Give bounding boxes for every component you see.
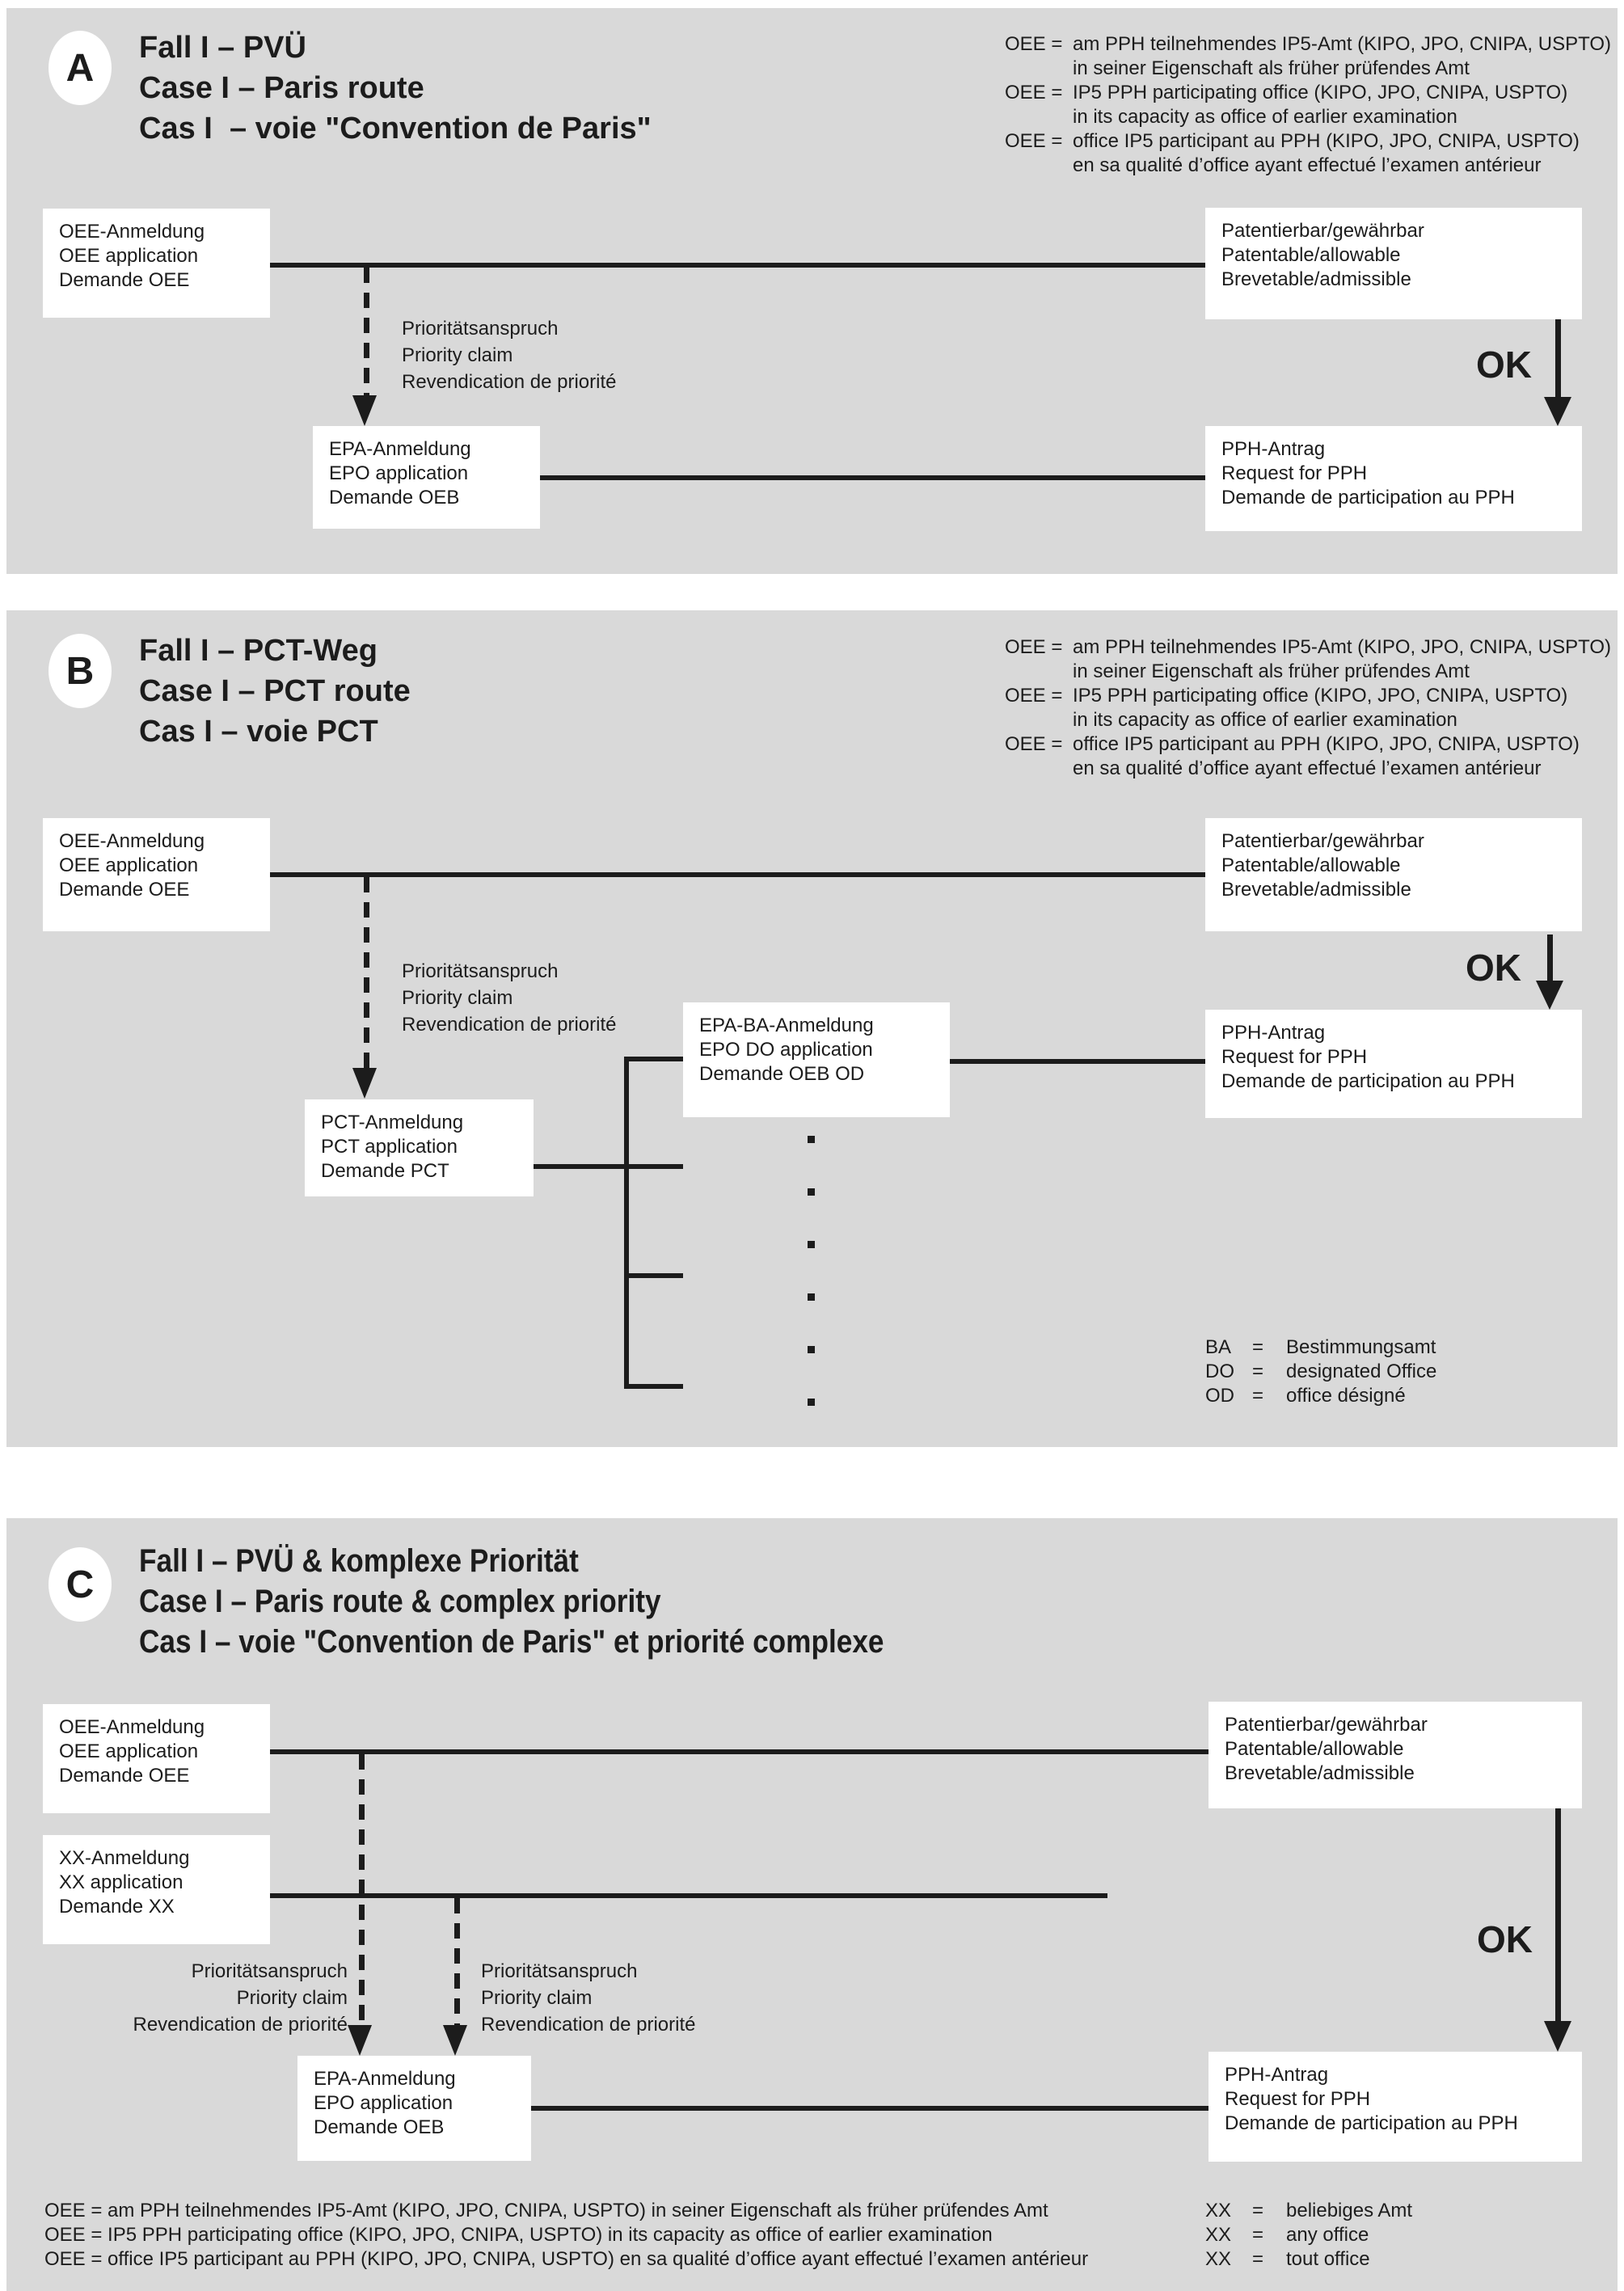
legend-cell	[1005, 660, 1073, 684]
bracket-branch-top-b	[624, 1057, 683, 1061]
arrowhead-down-icon	[1544, 2021, 1571, 2052]
epo-do-to-pph-line-b	[950, 1059, 1205, 1064]
ellipsis-dot	[808, 1346, 815, 1353]
text-line: Demande de participation au PPH	[1221, 487, 1515, 508]
text-line: Demande OEE	[59, 1765, 190, 1787]
legend-row	[1005, 105, 1611, 129]
priority-claim-label-c-left	[44, 1958, 348, 2038]
case-c-title	[139, 1541, 884, 1662]
xx-definition-legend-c	[1205, 2199, 1412, 2272]
legend-cell	[1005, 57, 1073, 81]
priority-claim-label-a	[402, 315, 617, 395]
legend-cell: beliebiges Amt	[1286, 2200, 1413, 2221]
case-b-title	[139, 631, 411, 752]
case-b-badge: B	[49, 634, 112, 708]
oee-definition-legend-b	[1005, 635, 1611, 781]
priority-claim-arrow-b	[364, 877, 369, 1068]
priority-claim-arrow-c1	[359, 1754, 365, 2025]
text-line: Revendication de priorité	[402, 371, 617, 393]
text-line: Fall I – PCT-Weg	[139, 634, 378, 668]
legend-cell	[1005, 105, 1073, 129]
epo-to-pph-line-c	[531, 2106, 1209, 2111]
text-line: Case I – Paris route	[139, 71, 424, 105]
text-line: Request for PPH	[1221, 462, 1368, 484]
ok-label-c: OK	[1477, 1918, 1533, 1960]
text-line: OEE = IP5 PPH participating office (KIPO, JPO, CNIPA, USPTO) in its capacity as office of earlier examination	[44, 2224, 993, 2246]
legend-row	[1005, 635, 1611, 660]
ok-arrow-a	[1555, 319, 1561, 397]
oee-application-box-b	[43, 818, 270, 931]
legend-cell: office IP5 participant au PPH (KIPO, JPO, CNIPA, USPTO)	[1073, 733, 1580, 755]
text-line: Case I – PCT route	[139, 674, 411, 708]
text-line: OEE-Anmeldung	[59, 830, 205, 852]
legend-cell: OEE =	[1005, 33, 1063, 55]
epo-application-box-a	[313, 426, 540, 529]
ok-arrow-b	[1547, 935, 1553, 981]
legend-cell: XX	[1205, 2224, 1232, 2246]
legend-cell: Bestimmungsamt	[1286, 1336, 1436, 1358]
patentable-box-c	[1209, 1702, 1582, 1808]
legend-cell: designated Office	[1286, 1361, 1437, 1382]
legend-row	[1205, 2247, 1412, 2272]
ba-do-od-legend-b	[1205, 1335, 1436, 1408]
text-line: Demande OEB OD	[699, 1063, 865, 1085]
legend-row	[1005, 32, 1611, 57]
ok-label-b: OK	[1466, 947, 1521, 989]
priority-claim-arrow-c2	[454, 1898, 460, 2025]
bracket-branch-mid-b	[624, 1273, 683, 1278]
text-line: PCT application	[321, 1136, 458, 1158]
text-line: Demande OEB	[314, 2116, 445, 2138]
text-line: EPO DO application	[699, 1039, 873, 1061]
text-line: OEE = office IP5 participant au PPH (KIPO, JPO, CNIPA, USPTO) en sa qualité d’office ayant effectué l’examen antérieur	[44, 2248, 1089, 2270]
text-line: Patentable/allowable	[1221, 244, 1401, 266]
text-line: Priority claim	[402, 987, 513, 1009]
legend-cell	[1005, 757, 1073, 781]
xx-application-box-c	[43, 1835, 270, 1944]
legend-row	[1005, 81, 1611, 105]
text-line: Brevetable/admissible	[1221, 879, 1411, 901]
text-line: Patentierbar/gewährbar	[1225, 1714, 1428, 1736]
text-line: Request for PPH	[1225, 2088, 1371, 2110]
text-line: Brevetable/admissible	[1225, 1762, 1415, 1784]
legend-cell: office désigné	[1286, 1385, 1406, 1407]
oee-to-patentable-line-b	[270, 872, 1205, 877]
patentable-box-b	[1205, 818, 1582, 931]
legend-row	[1005, 129, 1611, 154]
legend-cell: =	[1252, 1385, 1264, 1407]
text-line: Request for PPH	[1221, 1046, 1368, 1068]
text-line: Cas I – voie PCT	[139, 715, 378, 749]
text-line: Patentable/allowable	[1221, 854, 1401, 876]
text-line: Revendication de priorité	[402, 1014, 617, 1036]
text-line: Brevetable/admissible	[1221, 268, 1411, 290]
legend-cell: OEE =	[1005, 636, 1063, 658]
patentable-box-a	[1205, 208, 1582, 319]
text-line: Demande de participation au PPH	[1225, 2112, 1518, 2134]
legend-cell: in seiner Eigenschaft als früher prüfendes Amt	[1073, 57, 1470, 79]
text-line: Prioritätsanspruch	[481, 1960, 638, 1982]
text-line: PPH-Antrag	[1221, 1022, 1326, 1044]
text-line: Demande OEE	[59, 269, 190, 291]
epo-do-application-box-b	[683, 1002, 950, 1117]
legend-cell: OD	[1205, 1385, 1234, 1407]
legend-row	[1205, 1335, 1436, 1360]
legend-cell: tout office	[1286, 2248, 1370, 2270]
text-line: OEE application	[59, 1740, 199, 1762]
ellipsis-dot	[808, 1136, 815, 1143]
oee-to-patentable-line-c	[270, 1749, 1209, 1754]
text-line: OEE application	[59, 854, 199, 876]
pph-request-box-a	[1205, 426, 1582, 531]
legend-row	[1005, 57, 1611, 81]
xx-application-line-c	[270, 1893, 1107, 1898]
legend-cell: =	[1252, 2224, 1264, 2246]
text-line: Revendication de priorité	[481, 2014, 696, 2036]
legend-cell: any office	[1286, 2224, 1369, 2246]
pph-request-box-c	[1209, 2052, 1582, 2162]
text-line: Patentierbar/gewährbar	[1221, 830, 1424, 852]
legend-cell: =	[1252, 1361, 1264, 1382]
text-line: PPH-Antrag	[1225, 2064, 1329, 2086]
pph-request-box-b	[1205, 1010, 1582, 1118]
text-line: Priority claim	[481, 1987, 593, 2009]
legend-cell: DO	[1205, 1361, 1234, 1382]
oee-application-box-c	[43, 1704, 270, 1813]
arrowhead-down-icon	[1536, 981, 1563, 1010]
oee-definition-legend-c	[44, 2199, 1088, 2272]
text-line: Demande de participation au PPH	[1221, 1070, 1515, 1092]
legend-cell: OEE =	[1005, 685, 1063, 707]
ellipsis-dot	[808, 1293, 815, 1301]
text-line: OEE-Anmeldung	[59, 221, 205, 243]
text-line: EPA-Anmeldung	[314, 2068, 456, 2090]
legend-cell: OEE =	[1005, 130, 1063, 152]
arrowhead-down-icon	[352, 1068, 377, 1099]
legend-row	[1005, 732, 1611, 757]
legend-cell: in seiner Eigenschaft als früher prüfendes Amt	[1073, 660, 1470, 682]
legend-cell: BA	[1205, 1336, 1232, 1358]
text-line: OEE = am PPH teilnehmendes IP5-Amt (KIPO, JPO, CNIPA, USPTO) in seiner Eigenschaft als früher prüfendes Amt	[44, 2200, 1048, 2221]
legend-cell: =	[1252, 1336, 1264, 1358]
legend-cell: in its capacity as office of earlier examination	[1073, 106, 1457, 128]
legend-row	[1005, 684, 1611, 708]
text-line: EPO application	[314, 2092, 453, 2114]
legend-cell: office IP5 participant au PPH (KIPO, JPO, CNIPA, USPTO)	[1073, 130, 1580, 152]
text-line: PPH-Antrag	[1221, 438, 1326, 460]
case-a-badge: A	[49, 31, 112, 105]
legend-cell: in its capacity as office of earlier examination	[1073, 709, 1457, 731]
text-line: Fall I – PVÜ	[139, 31, 306, 65]
text-line: Fall I – PVÜ & komplexe Priorität	[139, 1543, 579, 1579]
case-c-badge: C	[49, 1547, 112, 1622]
pct-application-box-b	[305, 1099, 534, 1196]
legend-row	[1205, 2199, 1412, 2223]
legend-cell: en sa qualité d’office ayant effectué l’examen antérieur	[1073, 154, 1542, 176]
text-line: OEE application	[59, 245, 199, 267]
legend-cell: IP5 PPH participating office (KIPO, JPO, CNIPA, USPTO)	[1073, 82, 1568, 103]
ellipsis-dot	[808, 1188, 815, 1196]
legend-row	[1205, 1360, 1436, 1384]
legend-row	[1005, 154, 1611, 178]
legend-cell	[1005, 708, 1073, 732]
priority-claim-label-c-right	[481, 1958, 696, 2038]
legend-cell: =	[1252, 2200, 1264, 2221]
oee-definition-legend-a	[1005, 32, 1611, 178]
oee-to-patentable-line-a	[270, 263, 1205, 268]
legend-row	[1005, 660, 1611, 684]
legend-cell: am PPH teilnehmendes IP5-Amt (KIPO, JPO, CNIPA, USPTO)	[1073, 33, 1611, 55]
legend-cell: en sa qualité d’office ayant effectué l’examen antérieur	[1073, 757, 1542, 779]
legend-cell: XX	[1205, 2200, 1232, 2221]
bracket-branch-bottom-b	[624, 1384, 683, 1389]
oee-application-box-a	[43, 209, 270, 318]
text-line: Prioritätsanspruch	[402, 318, 559, 340]
text-line: Prioritätsanspruch	[402, 960, 559, 982]
case-a-title	[139, 27, 652, 149]
arrowhead-down-icon	[348, 2025, 372, 2056]
text-line: Priority claim	[236, 1987, 348, 2009]
legend-cell: OEE =	[1005, 82, 1063, 103]
legend-cell: am PPH teilnehmendes IP5-Amt (KIPO, JPO, CNIPA, USPTO)	[1073, 636, 1611, 658]
legend-cell: =	[1252, 2248, 1264, 2270]
text-line: Patentierbar/gewährbar	[1221, 220, 1424, 242]
text-line: PCT-Anmeldung	[321, 1112, 464, 1133]
text-line: OEE-Anmeldung	[59, 1716, 205, 1738]
legend-cell: OEE =	[1005, 733, 1063, 755]
epo-to-pph-line-a	[540, 475, 1205, 480]
ok-label-a: OK	[1476, 344, 1532, 386]
text-line: Priority claim	[402, 344, 513, 366]
text-line: Demande OEB	[329, 487, 460, 508]
legend-row	[1205, 2223, 1412, 2247]
text-line: Prioritätsanspruch	[191, 1960, 348, 1982]
text-line: Revendication de priorité	[133, 2014, 348, 2036]
text-line: EPO application	[329, 462, 469, 484]
priority-claim-arrow-a	[364, 268, 369, 395]
arrowhead-down-icon	[443, 2025, 467, 2056]
text-line: XX-Anmeldung	[59, 1847, 190, 1869]
arrowhead-down-icon	[1544, 397, 1571, 426]
legend-cell	[1005, 154, 1073, 178]
text-line: Demande PCT	[321, 1160, 449, 1182]
ok-arrow-c	[1555, 1808, 1561, 2021]
text-line: EPA-Anmeldung	[329, 438, 471, 460]
legend-cell: IP5 PPH participating office (KIPO, JPO, CNIPA, USPTO)	[1073, 685, 1568, 707]
text-line: Demande XX	[59, 1896, 175, 1918]
text-line: XX application	[59, 1871, 183, 1893]
legend-row	[1005, 708, 1611, 732]
ellipsis-dot	[808, 1399, 815, 1406]
text-line: Demande OEE	[59, 879, 190, 901]
text-line: Patentable/allowable	[1225, 1738, 1404, 1760]
text-line: EPA-BA-Anmeldung	[699, 1015, 874, 1036]
pct-to-bracket-line-b	[534, 1164, 683, 1169]
legend-cell: XX	[1205, 2248, 1232, 2270]
epo-application-box-c	[297, 2056, 531, 2161]
legend-row	[1005, 757, 1611, 781]
text-line: Cas I – voie "Convention de Paris" et priorité complexe	[139, 1624, 884, 1660]
text-line: Cas I – voie "Convention de Paris"	[139, 112, 652, 146]
priority-claim-label-b	[402, 958, 617, 1038]
ellipsis-dot	[808, 1241, 815, 1248]
designation-bracket-b	[624, 1057, 629, 1389]
legend-row	[1205, 1384, 1436, 1408]
text-line: Case I – Paris route & complex priority	[139, 1584, 661, 1619]
arrowhead-down-icon	[352, 395, 377, 426]
